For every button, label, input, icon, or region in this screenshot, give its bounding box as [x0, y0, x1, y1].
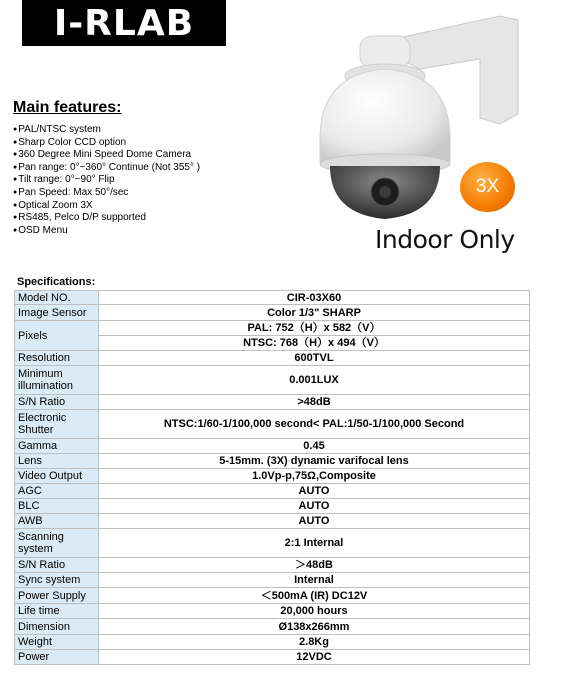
spec-label: Model NO.: [15, 291, 99, 305]
feature-item: ● 360 Degree Mini Speed Dome Camera: [13, 149, 200, 162]
spec-value: AUTO: [99, 499, 530, 514]
spec-label: Image Sensor: [15, 305, 99, 321]
table-row: [15, 558, 530, 573]
table-row: [15, 469, 530, 484]
table-row: [15, 351, 530, 366]
features-heading: Main features:: [13, 99, 122, 116]
feature-item: ● PAL/NTSC system: [13, 124, 200, 137]
table-row: [15, 650, 530, 665]
spec-value: NTSC:1/60-1/100,000 second< PAL:1/50-1/100,000 Second: [99, 410, 530, 439]
spec-label: Sync system: [15, 573, 99, 588]
spec-value: NTSC: 768（H）x 494（V）: [99, 336, 530, 351]
feature-item: ● Pan Speed: Max 50°/sec: [13, 187, 200, 200]
spec-value: >48dB: [99, 395, 530, 410]
spec-value: CIR-03X60: [99, 291, 530, 305]
spec-value: ＜500mA (IR) DC12V: [99, 588, 530, 604]
table-row: [15, 291, 530, 305]
feature-item: ● Pan range: 0°~360° Continue (Not 355° ): [13, 162, 200, 175]
spec-value: PAL: 752（H）x 582（V）: [99, 321, 530, 336]
features-list: [13, 124, 200, 237]
spec-value: ＞48dB: [99, 558, 530, 573]
feature-item: ● Tilt range: 0°~90° Flip: [13, 174, 200, 187]
table-row: [15, 454, 530, 469]
spec-value: AUTO: [99, 514, 530, 529]
spec-label: Power: [15, 650, 99, 665]
spec-label: Life time: [15, 604, 99, 619]
table-row: [15, 635, 530, 650]
brand-logo: [22, 0, 226, 46]
indoor-only-label: Indoor Only: [375, 225, 515, 254]
spec-value: 20,000 hours: [99, 604, 530, 619]
spec-value: 2:1 Internal: [99, 529, 530, 558]
spec-label: Pixels: [15, 321, 99, 351]
dome-camera-image: [300, 14, 530, 249]
spec-value: AUTO: [99, 484, 530, 499]
table-row: [15, 499, 530, 514]
table-row: [15, 529, 530, 558]
feature-item: ● Sharp Color CCD option: [13, 137, 200, 150]
spec-value: 0.001LUX: [99, 366, 530, 395]
spec-label: S/N Ratio: [15, 558, 99, 573]
spec-value: Color 1/3" SHARP: [99, 305, 530, 321]
table-row: [15, 588, 530, 604]
spec-label: BLC: [15, 499, 99, 514]
table-row: [15, 573, 530, 588]
spec-label: Scanning system: [15, 529, 99, 558]
spec-label: Video Output: [15, 469, 99, 484]
spec-value: 5-15mm. (3X) dynamic varifocal lens: [99, 454, 530, 469]
spec-label: Resolution: [15, 351, 99, 366]
table-row: [15, 484, 530, 499]
spec-label: AWB: [15, 514, 99, 529]
table-row: [15, 305, 530, 321]
table-row: [15, 604, 530, 619]
spec-value: 600TVL: [99, 351, 530, 366]
specifications-heading: Specifications:: [17, 276, 96, 288]
spec-label: Minimum illumination: [15, 366, 99, 395]
spec-label: S/N Ratio: [15, 395, 99, 410]
spec-label: Gamma: [15, 439, 99, 454]
spec-label: Dimension: [15, 619, 99, 635]
table-row: [15, 619, 530, 635]
zoom-badge: 3X: [460, 162, 515, 212]
table-row: [15, 439, 530, 454]
feature-item: ● RS485, Pelco D/P supported: [13, 212, 200, 225]
table-row: [15, 321, 530, 336]
table-row: [15, 366, 530, 395]
table-row: [15, 514, 530, 529]
spec-value: 0.45: [99, 439, 530, 454]
table-row: [15, 410, 530, 439]
spec-label: Lens: [15, 454, 99, 469]
spec-value: Ø138x266mm: [99, 619, 530, 635]
spec-label: Weight: [15, 635, 99, 650]
brand-logo-text: I-RLAB: [53, 2, 195, 44]
table-row: [15, 395, 530, 410]
feature-item: ● Optical Zoom 3X: [13, 200, 200, 213]
spec-label: Power Supply: [15, 588, 99, 604]
spec-value: Internal: [99, 573, 530, 588]
spec-value: 1.0Vp-p,75Ω,Composite: [99, 469, 530, 484]
spec-label: Electronic Shutter: [15, 410, 99, 439]
spec-label: AGC: [15, 484, 99, 499]
specifications-table: [14, 290, 530, 665]
spec-value: 2.8Kg: [99, 635, 530, 650]
feature-item: ● OSD Menu: [13, 225, 200, 238]
spec-value: 12VDC: [99, 650, 530, 665]
